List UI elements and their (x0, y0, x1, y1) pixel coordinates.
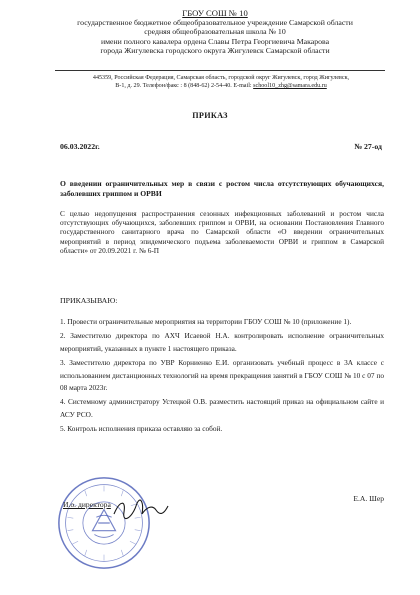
order-item: 2. Заместителю директора по АХЧ Исаевой Н.А. контролировать исполнение ограничительных мероприятий, указанных в пункте 1 настоящего приказа. (60, 331, 384, 353)
order-item: 1. Провести ограничительные мероприятия на территории ГБОУ СОШ № 10 (приложение 1). (60, 317, 352, 326)
order-items (60, 316, 384, 438)
address-block (56, 74, 386, 90)
letterhead-divider (55, 70, 385, 71)
document-date: 06.03.2022г. (60, 142, 100, 151)
order-item: 5. Контроль исполнения приказа оставляю за собой. (60, 424, 223, 434)
document-number: № 27-од (354, 142, 382, 151)
org-short-name: ГБОУ СОШ № 10 (182, 8, 248, 18)
handwritten-signature-icon (110, 496, 170, 522)
contact-text: В-1, д. 29. Телефон/факс : 8 (848-62) 2-54-40. E-mail: (115, 83, 252, 90)
address-line (56, 82, 386, 90)
signatory-name: Е.А. Шер (353, 494, 384, 503)
signatory-title: И.о. директора (63, 500, 111, 509)
document-title: ПРИКАЗ (192, 111, 228, 120)
letterhead (40, 8, 390, 55)
order-item: 3. Заместителю директора по УВР Корниенко Е.И. организовать учебный процесс в 3А классе с использованием дистанционных технологий на время прекращения занятий в ГБОУ СОШ № 10 с 07 по 08 марта 2023г. (60, 358, 384, 392)
address-line: 445359, Российская Федерация, Самарская область, городской округ Жигулевск, город Жигулевск, (92, 75, 350, 81)
org-line: города Жигулевска городского округа Жигулевск Самарской области (100, 45, 330, 55)
order-subject: О введении ограничительных мер в связи с ростом числа отсутствующих обучающихся, заболевших гриппом и ОРВИ (60, 179, 384, 199)
official-seal-icon (56, 475, 152, 571)
email-link[interactable]: school10_zhg@samara.edu.ru (253, 83, 327, 90)
org-line: государственное бюджетное общеобразовательное учреждение Самарской области (77, 18, 353, 28)
order-preamble: С целью недопущения распространения сезонных инфекционных заболеваний и ростом числа отсутствующих обучающихся, заболевших гриппом и ОРВИ, на основании Постановления Главного государственного санитарного врача по Самарской области «О введении ограничительных мероприятий в период эпидемического подъема заболеваемости ОРВИ и гриппом в Самарской области» от 20.09.2021 г. № 6-П (60, 209, 384, 255)
order-directive: ПРИКАЗЫВАЮ: (60, 296, 118, 305)
order-item: 4. Системному администратору Устецкой О.В. разместить настоящий приказ на официальном сайте и АСУ РСО. (60, 397, 384, 419)
org-line: средняя общеобразовательная школа № 10 (144, 27, 286, 37)
org-line: имени полного кавалера ордена Славы Петра Георгиевича Макарова (100, 36, 330, 46)
